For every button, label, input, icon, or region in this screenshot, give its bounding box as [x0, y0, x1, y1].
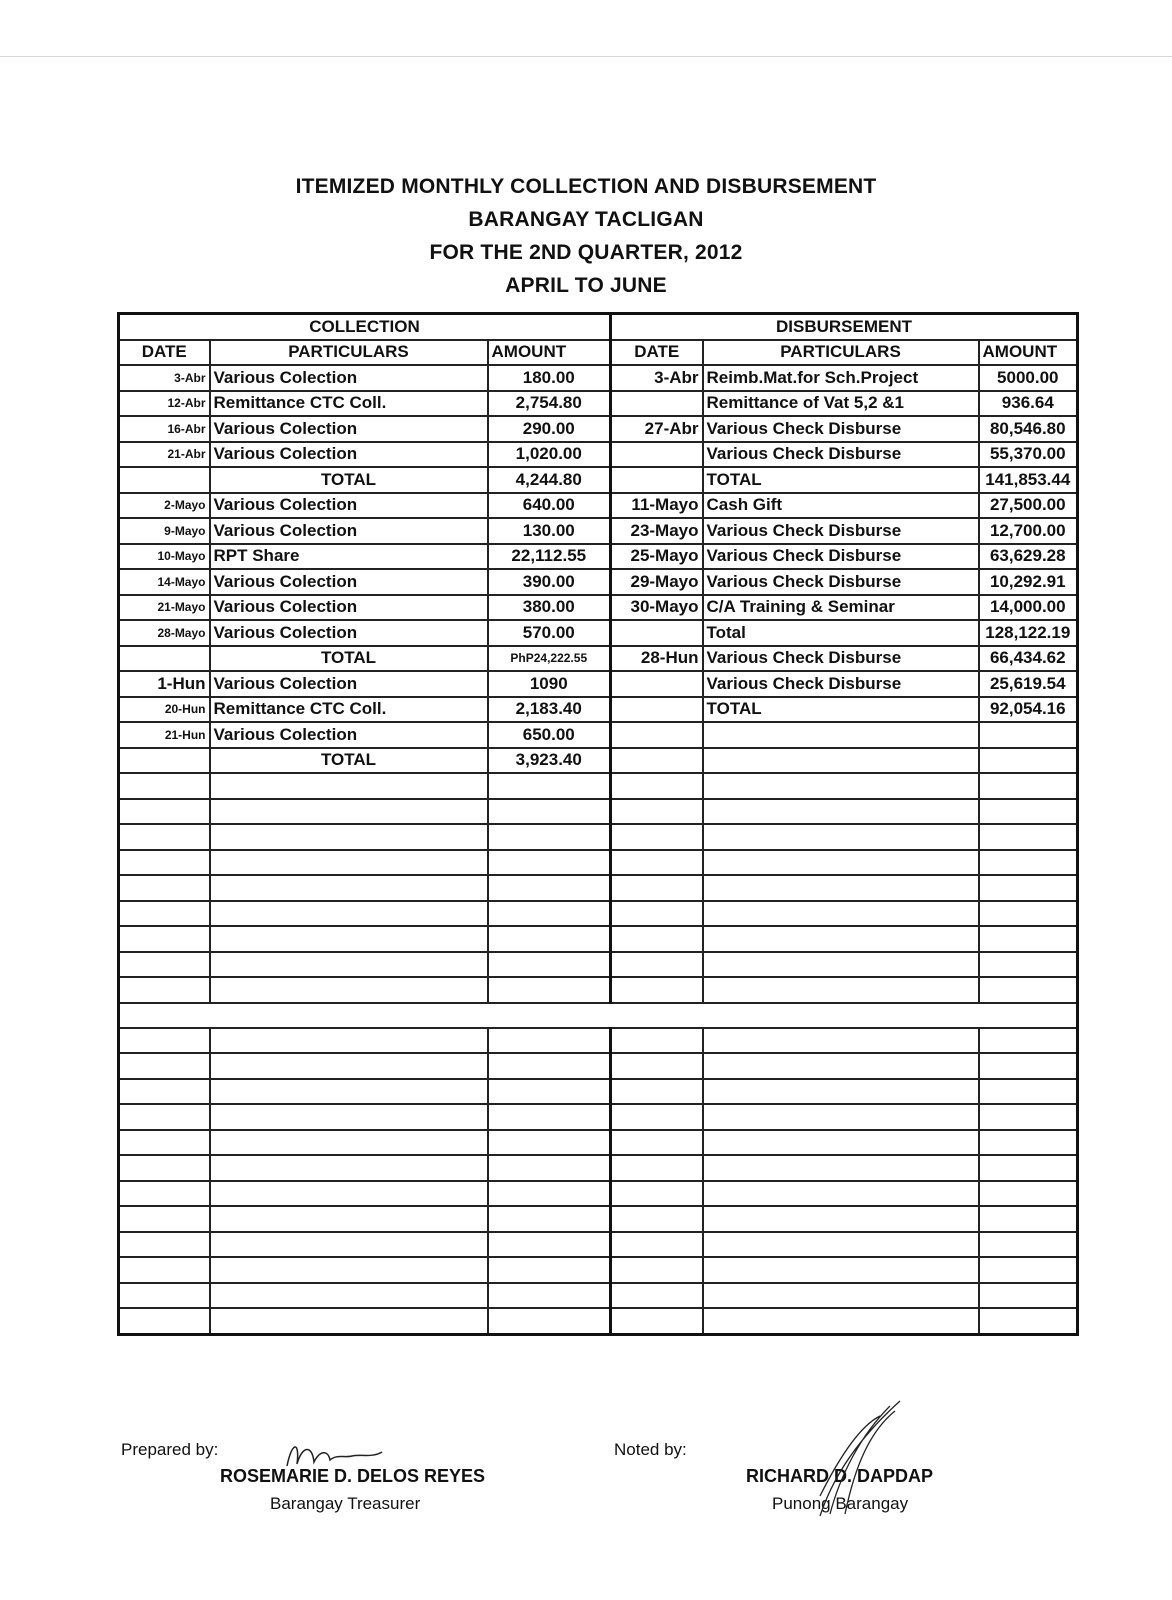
blank-cell — [488, 1155, 611, 1181]
blank-cell — [210, 773, 488, 799]
blank-cell — [488, 1232, 611, 1258]
collection-date: 28-Mayo — [119, 620, 210, 646]
blank-cell — [703, 1232, 979, 1258]
blank-cell — [979, 952, 1078, 978]
blank-cell — [611, 1206, 703, 1232]
collection-particulars: Remittance CTC Coll. — [210, 391, 488, 417]
collection-particulars: Various Colection — [210, 442, 488, 468]
blank-cell — [703, 926, 979, 952]
blank-cell — [979, 875, 1078, 901]
blank-cell — [210, 926, 488, 952]
collection-amount: 650.00 — [488, 722, 611, 748]
blank-cell — [119, 1028, 210, 1054]
collection-date: 1-Hun — [119, 671, 210, 697]
collection-date: 21-Abr — [119, 442, 210, 468]
blank-cell — [611, 799, 703, 825]
blank-row — [119, 1028, 1078, 1054]
disbursement-date — [611, 391, 703, 417]
collection-date — [119, 748, 210, 774]
treasurer-signature — [282, 1436, 402, 1476]
blank-cell — [611, 1155, 703, 1181]
blank-cell — [611, 977, 703, 1003]
col-header-amount: AMOUNT — [488, 340, 611, 366]
blank-cell — [979, 1079, 1078, 1105]
col-header-date: DATE — [119, 340, 210, 366]
noted-by-title: Punong Barangay — [772, 1494, 909, 1513]
blank-cell — [119, 1104, 210, 1130]
blank-row — [119, 1155, 1078, 1181]
blank-cell — [488, 1257, 611, 1283]
blank-cell — [210, 1079, 488, 1105]
blank-cell — [703, 952, 979, 978]
blank-row — [119, 1181, 1078, 1207]
blank-cell — [979, 1028, 1078, 1054]
blank-cell — [119, 1155, 210, 1181]
collection-date: 3-Abr — [119, 365, 210, 391]
blank-cell — [611, 952, 703, 978]
blank-cell — [611, 1053, 703, 1079]
col-header-particulars: PARTICULARS — [703, 340, 979, 366]
blank-row — [119, 773, 1078, 799]
blank-cell — [703, 850, 979, 876]
blank-cell — [210, 1053, 488, 1079]
blank-row — [119, 952, 1078, 978]
blank-cell — [119, 952, 210, 978]
collection-particulars: Various Colection — [210, 595, 488, 621]
disbursement-particulars: Reimb.Mat.for Sch.Project — [703, 365, 979, 391]
blank-cell — [703, 901, 979, 927]
blank-row — [119, 901, 1078, 927]
disbursement-amount: 5000.00 — [979, 365, 1078, 391]
blank-cell — [210, 1283, 488, 1309]
blank-cell — [979, 1206, 1078, 1232]
disbursement-date: 11-Mayo — [611, 493, 703, 519]
collection-particulars: Various Colection — [210, 569, 488, 595]
collection-date: 12-Abr — [119, 391, 210, 417]
collection-date: 2-Mayo — [119, 493, 210, 519]
disbursement-date — [611, 671, 703, 697]
disbursement-particulars: Cash Gift — [703, 493, 979, 519]
collection-particulars: Various Colection — [210, 416, 488, 442]
title-line-3: FOR THE 2ND QUARTER, 2012 — [429, 241, 743, 264]
blank-row — [119, 977, 1078, 1003]
blank-cell — [611, 773, 703, 799]
collection-date: 20-Hun — [119, 697, 210, 723]
collection-amount: 4,244.80 — [488, 467, 611, 493]
blank-cell — [979, 799, 1078, 825]
blank-cell — [119, 875, 210, 901]
blank-cell — [979, 926, 1078, 952]
disbursement-date — [611, 697, 703, 723]
blank-cell — [979, 1104, 1078, 1130]
blank-row — [119, 875, 1078, 901]
disbursement-particulars: TOTAL — [703, 697, 979, 723]
blank-cell — [488, 1079, 611, 1105]
collection-date: 14-Mayo — [119, 569, 210, 595]
blank-cell — [210, 1155, 488, 1181]
title-line-4: APRIL TO JUNE — [505, 274, 667, 297]
collection-particulars: Various Colection — [210, 722, 488, 748]
blank-cell — [119, 977, 210, 1003]
blank-cell — [703, 1155, 979, 1181]
disbursement-amount: 63,629.28 — [979, 544, 1078, 570]
blank-cell — [611, 875, 703, 901]
blank-cell — [488, 1181, 611, 1207]
disbursement-amount: 10,292.91 — [979, 569, 1078, 595]
blank-cell — [703, 1308, 979, 1334]
collection-date: 21-Mayo — [119, 595, 210, 621]
collection-amount: 640.00 — [488, 493, 611, 519]
blank-cell — [611, 1308, 703, 1334]
blank-cell — [119, 1079, 210, 1105]
disbursement-particulars: Various Check Disburse — [703, 518, 979, 544]
disbursement-particulars — [703, 722, 979, 748]
collection-amount: PhP24,222.55 — [488, 646, 611, 672]
collection-amount: 1,020.00 — [488, 442, 611, 468]
blank-cell — [979, 1257, 1078, 1283]
blank-cell — [979, 1155, 1078, 1181]
collection-particulars: TOTAL — [210, 646, 488, 672]
collection-amount: 3,923.40 — [488, 748, 611, 774]
blank-row — [119, 1257, 1078, 1283]
blank-cell — [488, 824, 611, 850]
blank-row — [119, 1283, 1078, 1309]
disbursement-amount: 14,000.00 — [979, 595, 1078, 621]
disbursement-header: DISBURSEMENT — [611, 314, 1078, 340]
spacer-cell — [119, 1003, 1078, 1028]
blank-cell — [210, 952, 488, 978]
collection-particulars: Various Colection — [210, 365, 488, 391]
blank-cell — [119, 799, 210, 825]
disbursement-particulars: Various Check Disburse — [703, 544, 979, 570]
collection-date: 10-Mayo — [119, 544, 210, 570]
blank-row — [119, 799, 1078, 825]
disbursement-particulars: Total — [703, 620, 979, 646]
blank-cell — [703, 977, 979, 1003]
blank-cell — [210, 1257, 488, 1283]
blank-cell — [979, 850, 1078, 876]
blank-cell — [210, 1232, 488, 1258]
noted-by-label: Noted by: — [614, 1440, 687, 1459]
blank-row — [119, 1232, 1078, 1258]
blank-cell — [488, 926, 611, 952]
blank-cell — [119, 1308, 210, 1334]
blank-row — [119, 1308, 1078, 1334]
blank-cell — [703, 1104, 979, 1130]
disbursement-amount: 80,546.80 — [979, 416, 1078, 442]
blank-cell — [703, 1257, 979, 1283]
collection-amount: 380.00 — [488, 595, 611, 621]
blank-row — [119, 824, 1078, 850]
disbursement-date — [611, 467, 703, 493]
disbursement-particulars: Various Check Disburse — [703, 671, 979, 697]
blank-cell — [119, 1257, 210, 1283]
collection-amount: 290.00 — [488, 416, 611, 442]
blank-cell — [210, 1308, 488, 1334]
blank-cell — [488, 901, 611, 927]
table-row — [119, 518, 1078, 544]
disbursement-amount: 128,122.19 — [979, 620, 1078, 646]
table-row — [119, 391, 1078, 417]
table-row — [119, 646, 1078, 672]
blank-cell — [611, 1104, 703, 1130]
prepared-by-name: ROSEMARIE D. DELOS REYES — [220, 1466, 486, 1486]
disbursement-particulars — [703, 748, 979, 774]
blank-row — [119, 1130, 1078, 1156]
disbursement-amount — [979, 748, 1078, 774]
blank-cell — [611, 824, 703, 850]
collection-amount: 570.00 — [488, 620, 611, 646]
blank-cell — [703, 1181, 979, 1207]
blank-cell — [119, 1283, 210, 1309]
disbursement-amount: 141,853.44 — [979, 467, 1078, 493]
collection-date: 16-Abr — [119, 416, 210, 442]
blank-cell — [611, 1181, 703, 1207]
disbursement-date: 23-Mayo — [611, 518, 703, 544]
collection-particulars: Various Colection — [210, 620, 488, 646]
blank-cell — [979, 1283, 1078, 1309]
blank-cell — [611, 850, 703, 876]
blank-cell — [119, 926, 210, 952]
disbursement-amount: 27,500.00 — [979, 493, 1078, 519]
collection-amount: 22,112.55 — [488, 544, 611, 570]
blank-cell — [119, 1130, 210, 1156]
blank-cell — [488, 850, 611, 876]
scan-edge-line — [0, 56, 1172, 57]
disbursement-amount: 936.64 — [979, 391, 1078, 417]
blank-cell — [119, 1206, 210, 1232]
blank-cell — [703, 799, 979, 825]
collection-particulars: Various Colection — [210, 518, 488, 544]
blank-cell — [979, 824, 1078, 850]
table-row — [119, 442, 1078, 468]
blank-cell — [210, 824, 488, 850]
table-row — [119, 467, 1078, 493]
blank-cell — [119, 901, 210, 927]
disbursement-date: 25-Mayo — [611, 544, 703, 570]
collection-amount: 2,183.40 — [488, 697, 611, 723]
blank-cell — [210, 1206, 488, 1232]
blank-cell — [488, 1308, 611, 1334]
blank-cell — [979, 1308, 1078, 1334]
blank-cell — [488, 977, 611, 1003]
disbursement-amount — [979, 722, 1078, 748]
blank-cell — [703, 1206, 979, 1232]
blank-cell — [703, 1130, 979, 1156]
blank-cell — [611, 901, 703, 927]
collection-date: 21-Hun — [119, 722, 210, 748]
blank-cell — [979, 901, 1078, 927]
blank-row — [119, 850, 1078, 876]
collection-particulars: TOTAL — [210, 748, 488, 774]
blank-cell — [703, 824, 979, 850]
collection-amount: 180.00 — [488, 365, 611, 391]
blank-cell — [119, 773, 210, 799]
blank-cell — [210, 1130, 488, 1156]
blank-cell — [119, 1053, 210, 1079]
blank-cell — [703, 1283, 979, 1309]
blank-cell — [210, 1104, 488, 1130]
blank-cell — [488, 799, 611, 825]
collection-particulars: Various Colection — [210, 493, 488, 519]
blank-row — [119, 1206, 1078, 1232]
disbursement-amount: 66,434.62 — [979, 646, 1078, 672]
blank-cell — [703, 773, 979, 799]
blank-cell — [979, 977, 1078, 1003]
blank-cell — [611, 1232, 703, 1258]
blank-cell — [119, 850, 210, 876]
blank-row — [119, 1079, 1078, 1105]
blank-cell — [210, 977, 488, 1003]
disbursement-date: 28-Hun — [611, 646, 703, 672]
blank-cell — [979, 1053, 1078, 1079]
collection-particulars: RPT Share — [210, 544, 488, 570]
disbursement-particulars: Various Check Disburse — [703, 646, 979, 672]
blank-cell — [703, 1028, 979, 1054]
title-line-2: BARANGAY TACLIGAN — [468, 208, 704, 231]
blank-cell — [210, 850, 488, 876]
collection-date — [119, 646, 210, 672]
spacer-row — [119, 1003, 1078, 1028]
blank-cell — [703, 1053, 979, 1079]
disbursement-amount: 25,619.54 — [979, 671, 1078, 697]
collection-amount: 390.00 — [488, 569, 611, 595]
disbursement-date — [611, 722, 703, 748]
collection-disbursement-table — [117, 312, 1079, 1336]
prepared-by-label: Prepared by: — [121, 1440, 219, 1459]
blank-cell — [611, 1283, 703, 1309]
disbursement-particulars: Various Check Disburse — [703, 416, 979, 442]
blank-cell — [979, 1232, 1078, 1258]
blank-row — [119, 1053, 1078, 1079]
blank-cell — [979, 1130, 1078, 1156]
col-header-date: DATE — [611, 340, 703, 366]
disbursement-particulars: TOTAL — [703, 467, 979, 493]
disbursement-particulars: Various Check Disburse — [703, 442, 979, 468]
collection-date — [119, 467, 210, 493]
table-row — [119, 493, 1078, 519]
table-row — [119, 365, 1078, 391]
document-title — [0, 170, 1172, 302]
section-header-row — [119, 314, 1078, 340]
blank-cell — [210, 901, 488, 927]
col-header-amount: AMOUNT — [979, 340, 1078, 366]
table-row — [119, 671, 1078, 697]
collection-particulars: Various Colection — [210, 671, 488, 697]
disbursement-date: 30-Mayo — [611, 595, 703, 621]
disbursement-amount: 55,370.00 — [979, 442, 1078, 468]
blank-cell — [210, 1181, 488, 1207]
blank-cell — [611, 1130, 703, 1156]
title-line-1: ITEMIZED MONTHLY COLLECTION AND DISBURSEMENT — [295, 175, 877, 198]
blank-cell — [488, 1130, 611, 1156]
blank-cell — [488, 1028, 611, 1054]
blank-cell — [488, 952, 611, 978]
disbursement-date — [611, 620, 703, 646]
blank-cell — [488, 1104, 611, 1130]
punong-barangay-signature — [800, 1396, 910, 1526]
blank-cell — [979, 773, 1078, 799]
collection-particulars: Remittance CTC Coll. — [210, 697, 488, 723]
blank-cell — [210, 799, 488, 825]
blank-cell — [611, 926, 703, 952]
blank-cell — [210, 875, 488, 901]
blank-row — [119, 926, 1078, 952]
collection-amount: 130.00 — [488, 518, 611, 544]
blank-cell — [611, 1257, 703, 1283]
collection-particulars: TOTAL — [210, 467, 488, 493]
blank-cell — [703, 875, 979, 901]
blank-cell — [611, 1028, 703, 1054]
disbursement-date — [611, 748, 703, 774]
collection-date: 9-Mayo — [119, 518, 210, 544]
blank-cell — [488, 1283, 611, 1309]
table-row — [119, 544, 1078, 570]
disbursement-date: 29-Mayo — [611, 569, 703, 595]
prepared-by-title: Barangay Treasurer — [270, 1494, 421, 1513]
disbursement-particulars: Remittance of Vat 5,2 &1 — [703, 391, 979, 417]
blank-row — [119, 1104, 1078, 1130]
table-row — [119, 620, 1078, 646]
disbursement-date: 27-Abr — [611, 416, 703, 442]
disbursement-particulars: Various Check Disburse — [703, 569, 979, 595]
column-header-row — [119, 340, 1078, 366]
table-row — [119, 569, 1078, 595]
table-row — [119, 722, 1078, 748]
disbursement-date — [611, 442, 703, 468]
disbursement-amount: 12,700.00 — [979, 518, 1078, 544]
collection-amount: 1090 — [488, 671, 611, 697]
disbursement-date: 3-Abr — [611, 365, 703, 391]
table-row — [119, 748, 1078, 774]
collection-header: COLLECTION — [119, 314, 611, 340]
blank-cell — [488, 875, 611, 901]
blank-cell — [488, 1206, 611, 1232]
blank-cell — [119, 1181, 210, 1207]
noted-by-name: RICHARD D. DAPDAP — [746, 1466, 934, 1486]
disbursement-amount: 92,054.16 — [979, 697, 1078, 723]
blank-cell — [703, 1079, 979, 1105]
blank-cell — [119, 824, 210, 850]
blank-cell — [210, 1028, 488, 1054]
blank-cell — [979, 1181, 1078, 1207]
blank-cell — [611, 1079, 703, 1105]
table-row — [119, 595, 1078, 621]
table-row — [119, 697, 1078, 723]
col-header-particulars: PARTICULARS — [210, 340, 488, 366]
collection-amount: 2,754.80 — [488, 391, 611, 417]
blank-cell — [119, 1232, 210, 1258]
blank-cell — [488, 773, 611, 799]
blank-cell — [488, 1053, 611, 1079]
table-row — [119, 416, 1078, 442]
disbursement-particulars: C/A Training & Seminar — [703, 595, 979, 621]
